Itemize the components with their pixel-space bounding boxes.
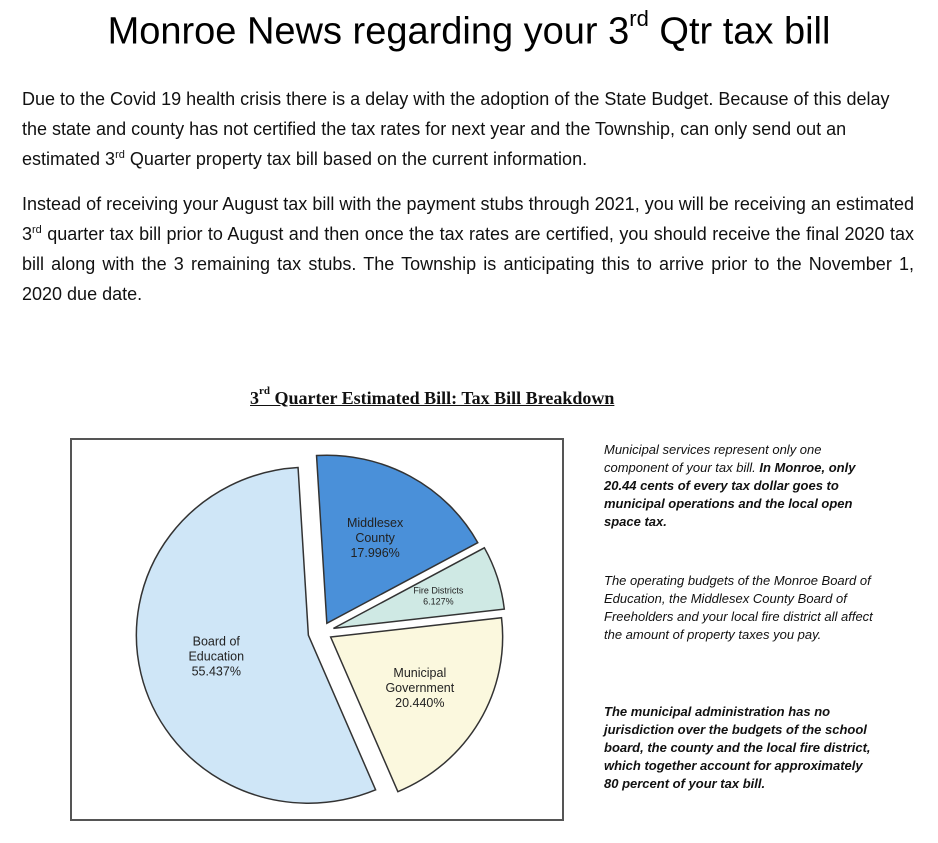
paragraph-estimated-bill: Instead of receiving your August tax bill with the payment stubs through 2021, you will be receiving an estimated 3rd quarter tax bill prior to August and then once the tax rates are certified, you should receive the final 2020 tax bill along with the 3 remaining tax stubs. The Township is anticipating this to arrive prior to the November 1, 2020 due date. (22, 194, 914, 304)
page-title: Monroe News regarding your 3rd Qtr tax bill (107, 6, 831, 53)
pie-chart-frame (70, 438, 564, 821)
pie-label-middlesex-county: Middlesex County 17.996% (346, 516, 404, 561)
paragraph-covid-delay: Due to the Covid 19 health crisis there is a delay with the adoption of the State Budget. Because of this delay the state and county has not certified the tax rates for next year and the Township, can only send out an estimated 3rd Quarter property tax bill based on the current information. (22, 89, 890, 169)
pie-label-fire-districts: Fire Districts 6.127% (413, 585, 464, 607)
sidebar-note-jurisdiction: The municipal administration has no jurisdiction over the budgets of the school board, the county and the local fire district, which together account for approximately 80 percent of your tax bill. (604, 704, 871, 791)
pie-label-board-of-education: Board of Education 55.437% (188, 634, 245, 679)
sidebar-note-municipal-share: Municipal services represent only one component of your tax bill. In Monroe, only 20.44 cents of every tax dollar goes to municipal operations and the local open space tax. (604, 442, 856, 529)
chart-title: 3rd Quarter Estimated Bill: Tax Bill Breakdown (250, 385, 615, 408)
pie-chart (72, 440, 562, 819)
sidebar-note-budgets: The operating budgets of the Monroe Board of Education, the Middlesex County Board of Freeholders and your local fire district all affect the amount of property taxes you pay. (604, 573, 873, 642)
pie-label-municipal-government: Municipal Government 20.440% (385, 665, 455, 710)
